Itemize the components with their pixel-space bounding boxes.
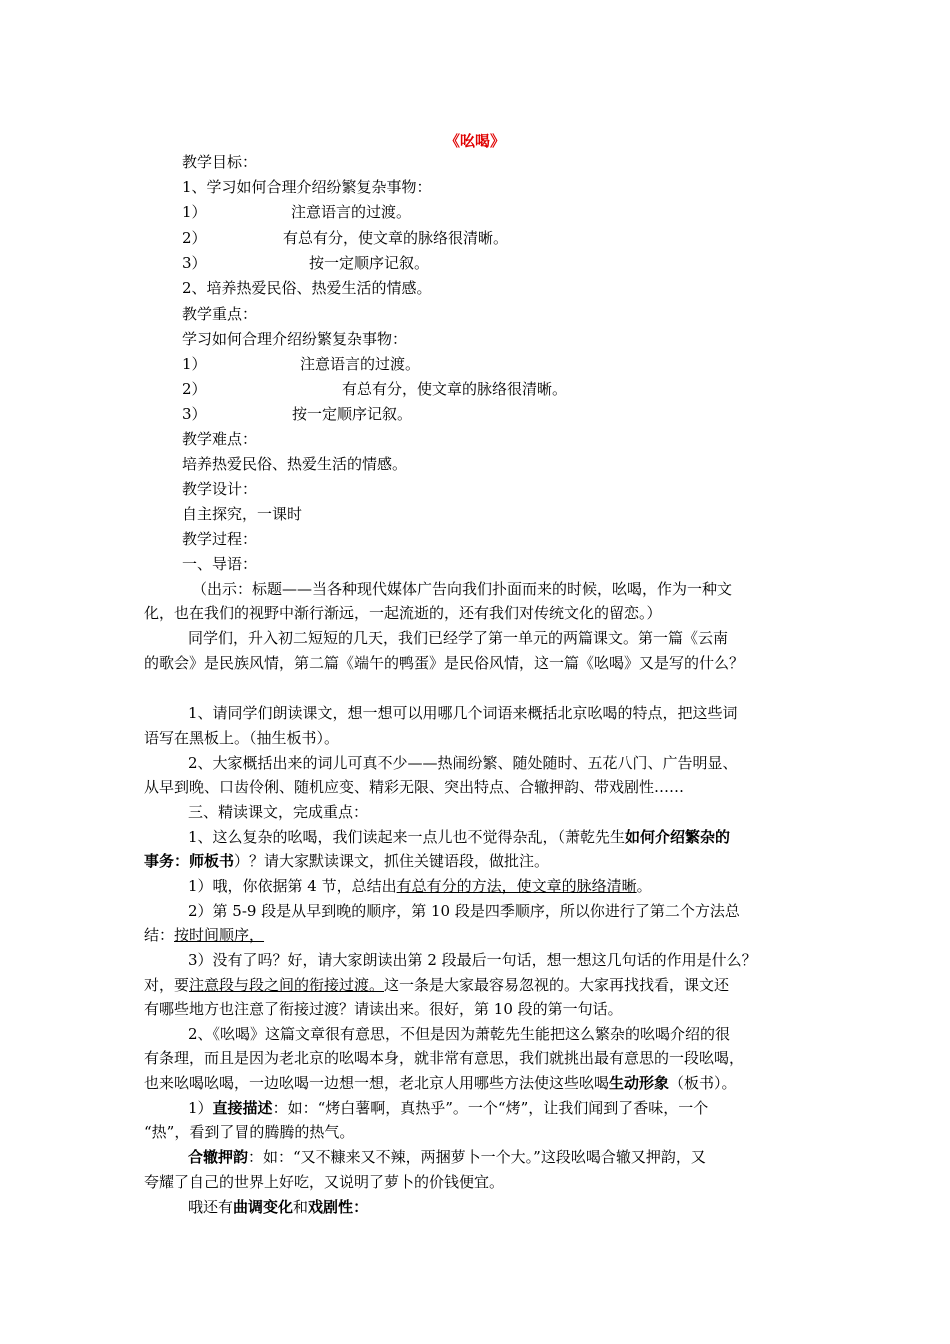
show-text-line-1: （出示：标题——当各种现代媒体广告向我们扑面而来的时候，吆喝，作为一种文: [192, 580, 733, 598]
para-7-underlined: 注意段与段之间的衔接过渡。: [189, 976, 385, 994]
para-1-line-1: 同学们，升入初二短短的几天，我们已经学了第一单元的两篇课文。第一篇《云南: [188, 629, 729, 647]
para-8-text-a: 也来吆喝吆喝，一边吆喝一边想一想，老北京人用哪些方法使这些吆喝: [144, 1074, 610, 1092]
para-8-line-2: 有条理，而且是因为老北京的吆喝本身，就非常有意思，我们就挑出最有意思的一段吆喝，: [144, 1049, 745, 1067]
para-1-line-2: 的歌会》是民族风情，第二篇《端午的鸭蛋》是民俗风情，这一篇《吆喝》又是写的什么？: [144, 654, 745, 672]
key-sub-2-num: 2）: [182, 380, 207, 398]
para-6-line-2: [144, 925, 274, 945]
key-sub-1-num: 1）: [182, 355, 207, 373]
intro-heading: 一、导语：: [182, 555, 258, 573]
document-title: 《吆喝》: [444, 132, 505, 150]
design-heading: 教学设计：: [182, 480, 258, 498]
goals-sub-1-num: 1）: [182, 203, 207, 221]
para-4-line-2: [144, 851, 549, 871]
para-6-line-1: 2）第 5-9 段是从早到晚的顺序，第 10 段是四季顺序，所以你进行了第二个方法总: [188, 902, 740, 920]
para-5-underlined: 有总有分的方法，使文章的脉络清晰: [396, 877, 637, 895]
design-line: 自主探究，一课时: [182, 505, 303, 523]
difficult-line: 培养热爱民俗、热爱生活的情感。: [182, 455, 408, 473]
para-11-bold-b: 戏剧性: [308, 1198, 354, 1216]
para-5-text-a: 1）哦，你依据第 4 节，总结出: [188, 877, 397, 895]
para-7-text-a: 对，要: [144, 976, 190, 994]
goals-sub-2-num: 2）: [182, 229, 207, 247]
para-2-line-2: 语写在黑板上。（抽生板书）。: [144, 729, 340, 747]
para-10-bold: 合辙押韵: [188, 1148, 249, 1166]
key-sub-1-text: 注意语言的过渡。: [300, 355, 421, 373]
para-10-text-b: ：如：“又不糠来又不辣，两捆萝卜一个大。”这段吆喝合辙又押韵，又: [248, 1148, 706, 1166]
para-9-bold: 直接描述: [212, 1099, 273, 1117]
goals-sub-3-num: 3）: [182, 254, 207, 272]
para-6-underlined: 按时间顺序，: [174, 926, 265, 944]
key-sub-3-num: 3）: [182, 405, 207, 423]
para-9-text-c: ：如：“烤白薯啊，真热乎”。一个“烤”，让我们闻到了香味，一个: [272, 1099, 709, 1117]
para-7-text-c: 这一条是大家最容易忽视的。大家再找找看，课文还: [384, 976, 730, 994]
para-7-line-3: 有哪些地方也注意了衔接过渡？请读出来。很好，第 10 段的第一句话。: [144, 1000, 623, 1018]
para-7-line-1: 3）没有了吗？好，请大家朗读出第 2 段最后一句话，想一想这几句话的作用是什么？: [188, 951, 757, 969]
process-heading: 教学过程：: [182, 530, 258, 548]
key-sub-3-text: 按一定顺序记叙。: [292, 405, 413, 423]
goals-item-2: 2、培养热爱民俗、热爱生活的情感。: [182, 279, 432, 297]
para-8-line-1: 2、《吆喝》这篇文章很有意思，不但是因为萧乾先生能把这么繁杂的吆喝介绍的很: [188, 1025, 731, 1043]
para-7-line-2: [144, 975, 729, 995]
para-5-text-c: 。: [636, 877, 652, 895]
para-10-line-1: [188, 1147, 706, 1167]
difficult-heading: 教学难点：: [182, 430, 258, 448]
show-text-line-2: 化，也在我们的视野中渐行渐远，一起流逝的，还有我们对传统文化的留恋。）: [144, 604, 662, 622]
para-11-bold-a: 曲调变化: [233, 1198, 294, 1216]
para-4-text-b: ）？请大家默读课文，抓住关键语段，做批注。: [234, 852, 550, 870]
para-6-text-a: 结：: [144, 926, 175, 944]
goals-item-1: 1、学习如何合理介绍纷繁复杂事物：: [182, 178, 432, 196]
goals-heading: 教学目标：: [182, 153, 258, 171]
key-heading: 教学重点：: [182, 305, 258, 323]
key-sub-2-text: 有总有分，使文章的脉络很清晰。: [342, 380, 568, 398]
para-11: [188, 1197, 368, 1217]
para-8-text-c: （板书）。: [669, 1074, 737, 1092]
para-9-text-a: 1）: [188, 1099, 213, 1117]
para-3-line-1: 2、大家概括出来的词儿可真不少——热闹纷繁、随处随时、五花八门、广告明显、: [188, 754, 738, 772]
para-10-line-2: 夸耀了自己的世界上好吃，又说明了萝卜的价钱便宜。: [144, 1173, 505, 1191]
para-8-bold: 生动形象: [609, 1074, 670, 1092]
section-3-heading: 三、精读课文，完成重点：: [188, 803, 369, 821]
para-4-line-1: [188, 827, 730, 847]
para-2-line-1: 1、请同学们朗读课文，想一想可以用哪几个词语来概括北京吆喝的特点，把这些词: [188, 704, 738, 722]
goals-sub-3-text: 按一定顺序记叙。: [309, 254, 430, 272]
para-3-line-2: 从早到晚、口齿伶俐、随机应变、精彩无限、突出特点、合辙押韵、带戏剧性……: [144, 778, 685, 796]
para-5: [188, 876, 652, 896]
para-11-text-a: 哦还有: [188, 1198, 234, 1216]
para-9-line-2: “热”，看到了冒的腾腾的热气。: [144, 1123, 355, 1141]
key-line: 学习如何合理介绍纷繁复杂事物：: [182, 330, 408, 348]
para-4-text-a: 1、这么复杂的吆喝，我们读起来一点儿也不觉得杂乱，（萧乾先生: [188, 828, 626, 846]
goals-sub-2-text: 有总有分，使文章的脉络很清晰。: [283, 229, 509, 247]
goals-sub-1-text: 注意语言的过渡。: [291, 203, 412, 221]
para-11-text-c: 和: [293, 1198, 309, 1216]
para-4-bold-b: 事务：师板书: [144, 852, 235, 870]
para-9-line-1: [188, 1098, 708, 1118]
para-8-line-3: [144, 1073, 737, 1093]
para-11-colon: ：: [353, 1198, 369, 1216]
para-4-bold-a: 如何介绍繁杂的: [625, 828, 731, 846]
